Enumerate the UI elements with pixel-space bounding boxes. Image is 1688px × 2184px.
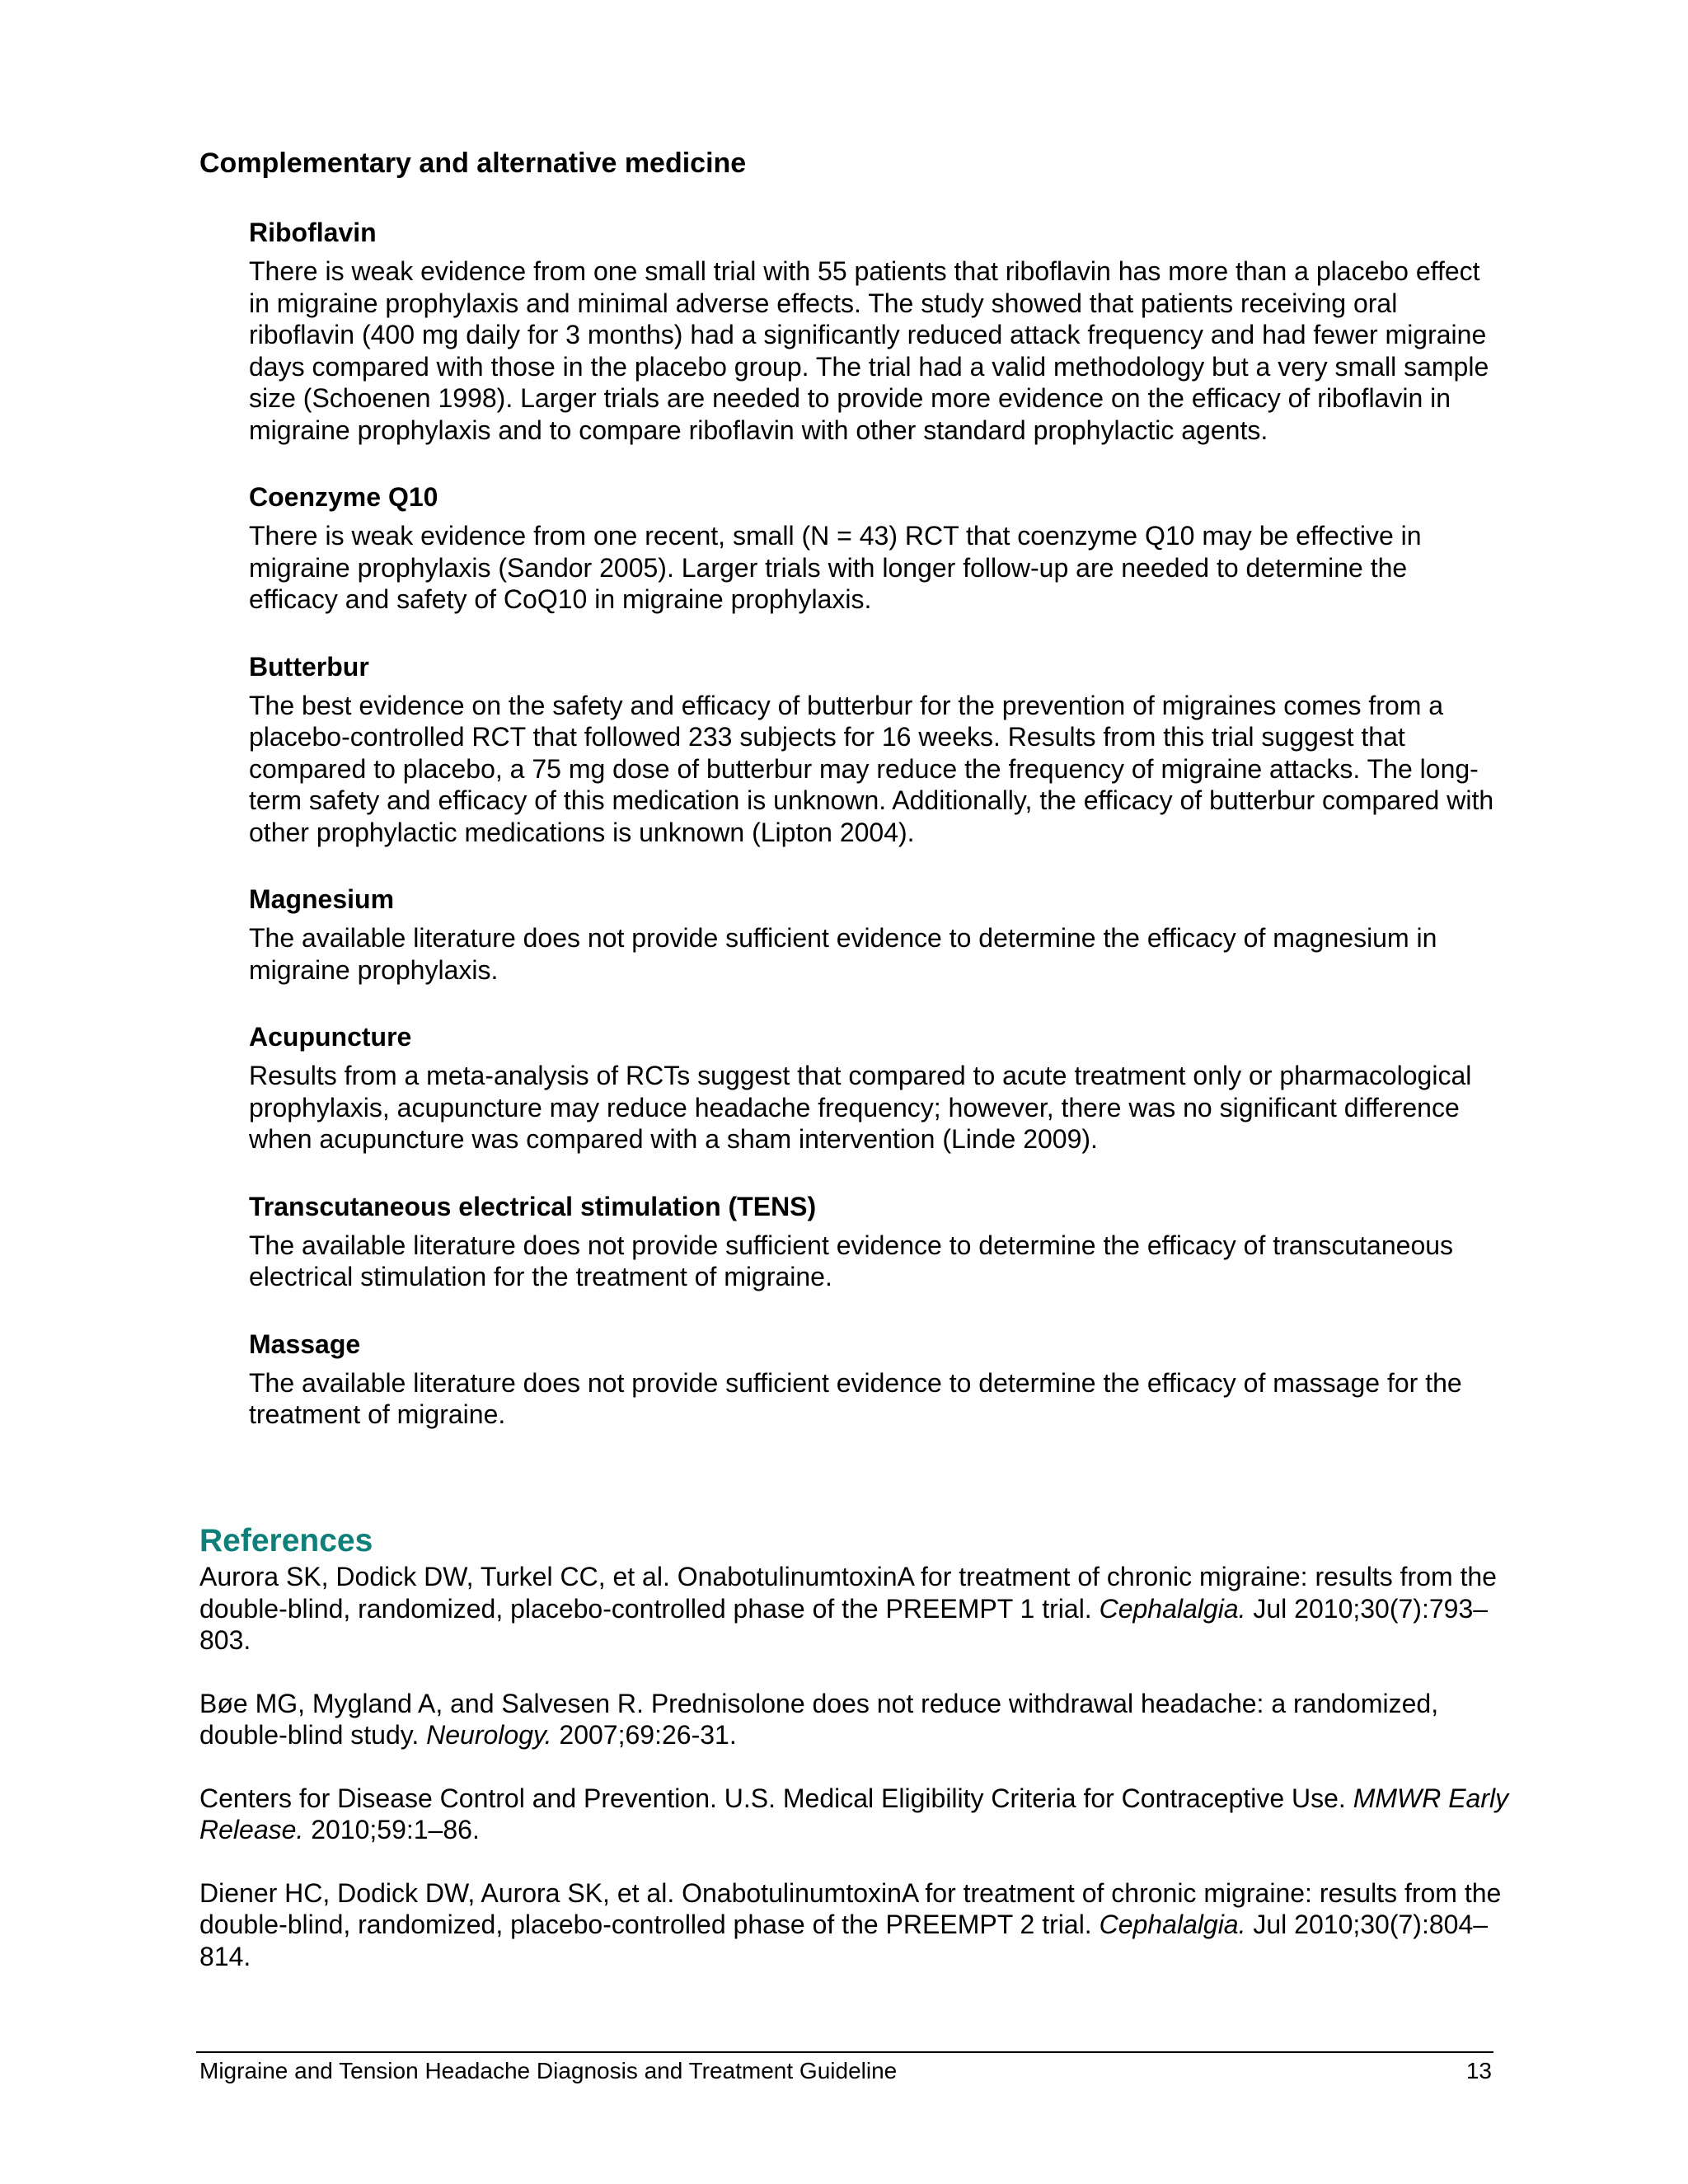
topic-list: [249, 216, 1502, 1465]
topic-title: Butterbur: [249, 651, 369, 682]
topic-body: The available literature does not provide sufficient evidence to determine the efficacy of massage for the treatment of migraine.: [249, 1367, 1462, 1429]
topic-body: There is weak evidence from one recent, small (N = 43) RCT that coenzyme Q10 may be effective in migraine prophylaxis (Sandor 2005). Larger trials with longer follow-up are needed to determine the efficacy and safety of CoQ10 in migraine prophylaxis.: [249, 521, 1422, 614]
topic-title: Magnesium: [249, 884, 395, 914]
reference-text: Centers for Disease Control and Prevention. U.S. Medical Eligibility Criteria for Contraceptive Use.: [199, 1783, 1353, 1813]
topic-coenzyme-q10: [249, 480, 1502, 616]
references-heading: References: [199, 1523, 373, 1558]
topic-body: There is weak evidence from one small trial with 55 patients that riboflavin has more than a placebo effect in migraine prophylaxis and minimal adverse effects. The study showed that patients receiving oral riboflavin (400 mg daily for 3 months) had a significantly reduced attack frequency and had fewer migraine days compared with those in the placebo group. The trial had a valid methodology but a very small sample size (Schoenen 1998). Larger trials are needed to provide more evidence on the efficacy of riboflavin in migraine prophylaxis and to compare riboflavin with other standard prophylactic agents.: [249, 256, 1489, 445]
topic-title: Transcutaneous electrical stimulation (TENS): [249, 1191, 817, 1221]
topic-title: Riboflavin: [249, 218, 377, 247]
topic-body: The available literature does not provide sufficient evidence to determine the efficacy of magnesium in migraine prophylaxis.: [249, 923, 1437, 985]
footer-document-title: Migraine and Tension Headache Diagnosis and Treatment Guideline: [199, 2058, 898, 2083]
footer-divider: [196, 2051, 1493, 2053]
topic-acupuncture: [249, 1020, 1502, 1155]
reference-item: [199, 1561, 1510, 1657]
reference-text: Bøe MG, Mygland A, and Salvesen R. Prednisolone does not reduce withdrawal headache: a randomized, double-blind study.: [199, 1688, 1439, 1750]
section-heading: Complementary and alternative medicine: [199, 148, 747, 179]
topic-tens: [249, 1190, 1502, 1293]
reference-item: [199, 1877, 1510, 1973]
reference-citation: 2010;59:1–86.: [303, 1815, 480, 1844]
reference-text: Aurora SK, Dodick DW, Turkel CC, et al. OnabotulinumtoxinA for treatment of chronic migraine: results from the double-blind, randomized, placebo-controlled phase of the PREEMPT 1 trial.: [199, 1562, 1497, 1624]
topic-title: Coenzyme Q10: [249, 482, 438, 512]
journal-title: MMWR Early Release.: [199, 1783, 1509, 1844]
topic-title: Massage: [249, 1329, 361, 1359]
page-number: 13: [1465, 2058, 1492, 2083]
reference-text: Diener HC, Dodick DW, Aurora SK, et al. OnabotulinumtoxinA for treatment of chronic migraine: results from the double-blind, randomized, placebo-controlled phase of the PREEMPT 2 trial.: [199, 1877, 1502, 1939]
topic-body: The available literature does not provide sufficient evidence to determine the efficacy of transcutaneous electrical stimulation for the treatment of migraine.: [249, 1230, 1454, 1291]
reference-list: [199, 1561, 1510, 2004]
journal-title: Cephalalgia.: [1099, 1910, 1246, 1939]
reference-item: [199, 1688, 1510, 1751]
topic-riboflavin: [249, 216, 1502, 446]
topic-title: Acupuncture: [249, 1022, 412, 1052]
reference-item: [199, 1783, 1510, 1846]
reference-citation: Jul 2010;30(7):804–814.: [199, 1910, 1489, 1971]
reference-citation: Jul 2010;30(7):793–803.: [199, 1593, 1489, 1655]
topic-body: Results from a meta-analysis of RCTs suggest that compared to acute treatment only or pharmacological prophylaxis, acupuncture may reduce headache frequency; however, there was no significant difference when acupuncture was compared with a sham intervention (Linde 2009).: [249, 1061, 1472, 1154]
journal-title: Neurology.: [426, 1720, 552, 1750]
topic-magnesium: [249, 883, 1502, 986]
reference-citation: 2007;69:26-31.: [551, 1720, 737, 1750]
topic-massage: [249, 1328, 1502, 1431]
topic-butterbur: [249, 650, 1502, 849]
journal-title: Cephalalgia.: [1099, 1593, 1246, 1624]
topic-body: The best evidence on the safety and efficacy of butterbur for the prevention of migraines comes from a placebo-controlled RCT that followed 233 subjects for 16 weeks. Results from this trial suggest that compared to placebo, a 75 mg dose of butterbur may reduce the frequency of migraine attacks. The long-term safety and efficacy of this medication is unknown. Additionally, the efficacy of butterbur compared with other prophylactic medications is unknown (Lipton 2004).: [249, 690, 1494, 847]
